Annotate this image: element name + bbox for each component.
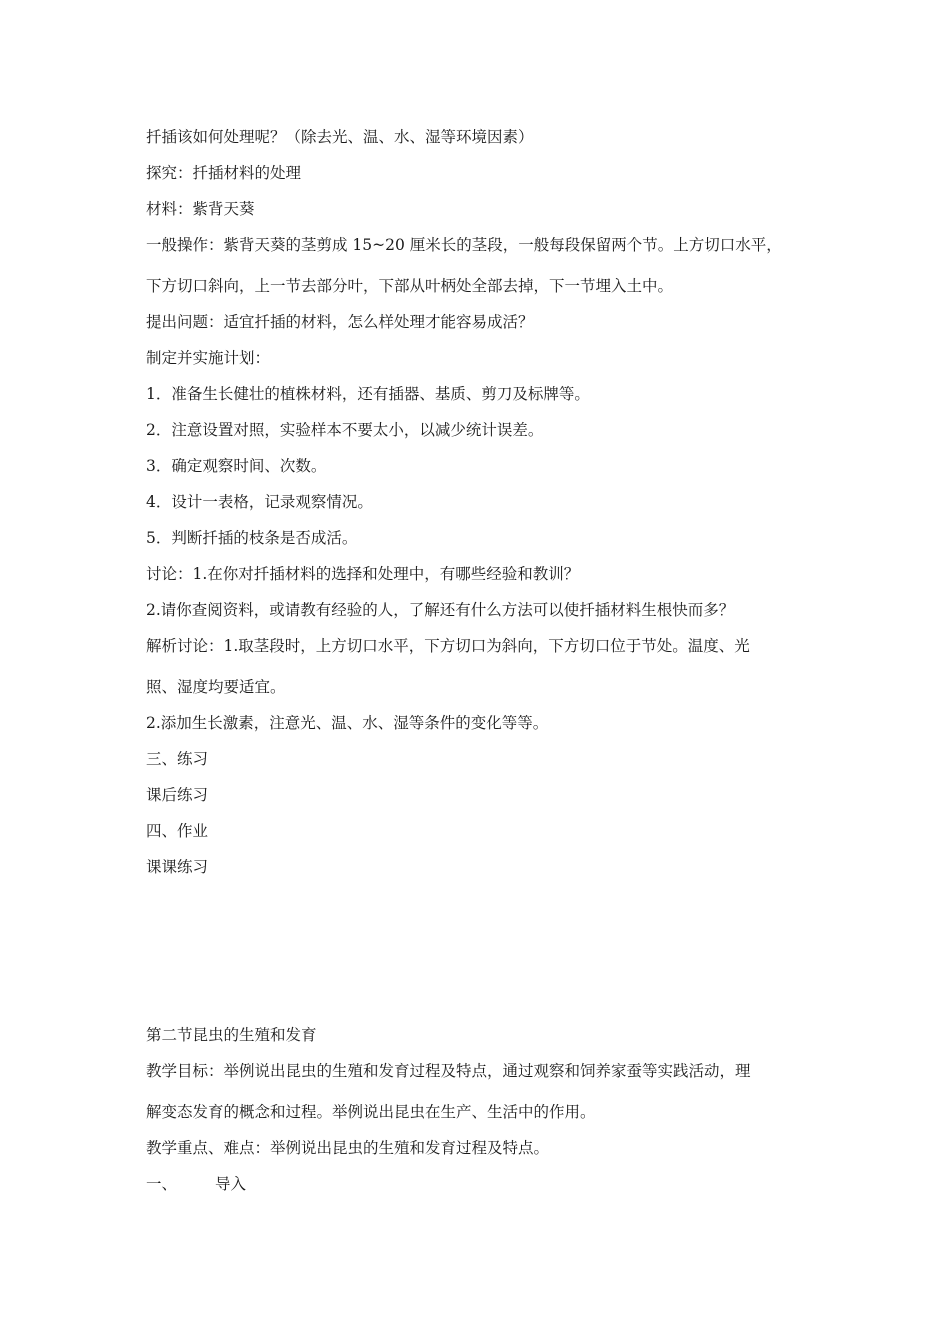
- paragraph-line: 课后练习: [146, 786, 209, 804]
- paragraph-line: 课课练习: [146, 858, 209, 876]
- paragraph-line: 解变态发育的概念和过程。举例说出昆虫在生产、生活中的作用。: [146, 1103, 596, 1121]
- section-heading: 三、练习: [146, 750, 209, 768]
- list-item: 1．准备生长健壮的植株材料，还有插器、基质、剪刀及标牌等。: [146, 385, 590, 403]
- paragraph-line: 2.添加生长激素，注意光、温、水、湿等条件的变化等等。: [146, 714, 549, 732]
- paragraph-line: 下方切口斜向，上一节去部分叶，下部从叶柄处全部去掉，下一节埋入土中。: [146, 277, 674, 295]
- paragraph-line: 扦插该如何处理呢？（除去光、温、水、湿等环境因素）: [146, 128, 534, 146]
- paragraph-line: 提出问题：适宜扦插的材料，怎么样处理才能容易成活？: [146, 313, 534, 331]
- paragraph-line: 照、湿度均要适宜。: [146, 678, 286, 696]
- list-item: 4．设计一表格，记录观察情况。: [146, 493, 373, 511]
- intro-label: 导入: [215, 1175, 247, 1193]
- section-heading: 四、作业: [146, 822, 209, 840]
- paragraph-line: 制定并实施计划：: [146, 349, 271, 367]
- paragraph-line: 材料：紫背天葵: [146, 200, 255, 218]
- paragraph-line: 探究：扦插材料的处理: [146, 164, 302, 182]
- intro-heading: [146, 1174, 826, 1194]
- intro-number: 一、: [146, 1175, 178, 1193]
- paragraph-line: 2.请你查阅资料，或请教有经验的人，了解还有什么方法可以使扦插材料生根快而多？: [146, 601, 735, 619]
- paragraph-line: 解析讨论：1.取茎段时，上方切口水平，下方切口为斜向，下方切口位于节处。温度、光: [146, 637, 750, 655]
- section-title: 第二节昆虫的生殖和发育: [146, 1026, 317, 1044]
- paragraph-line: 教学重点、难点：举例说出昆虫的生殖和发育过程及特点。: [146, 1139, 550, 1157]
- list-item: 5．判断扦插的枝条是否成活。: [146, 529, 358, 547]
- list-item: 3．确定观察时间、次数。: [146, 457, 327, 475]
- paragraph-line: 教学目标：举例说出昆虫的生殖和发育过程及特点，通过观察和饲养家蚕等实践活动，理: [146, 1062, 751, 1080]
- paragraph-line: 一般操作：紫背天葵的茎剪成 15~20 厘米长的茎段，一般每段保留两个节。上方切口水平，: [146, 236, 782, 254]
- list-item: 2．注意设置对照，实验样本不要太小，以减少统计误差。: [146, 421, 544, 439]
- paragraph-line: 讨论：1.在你对扦插材料的选择和处理中，有哪些经验和教训？: [146, 565, 580, 583]
